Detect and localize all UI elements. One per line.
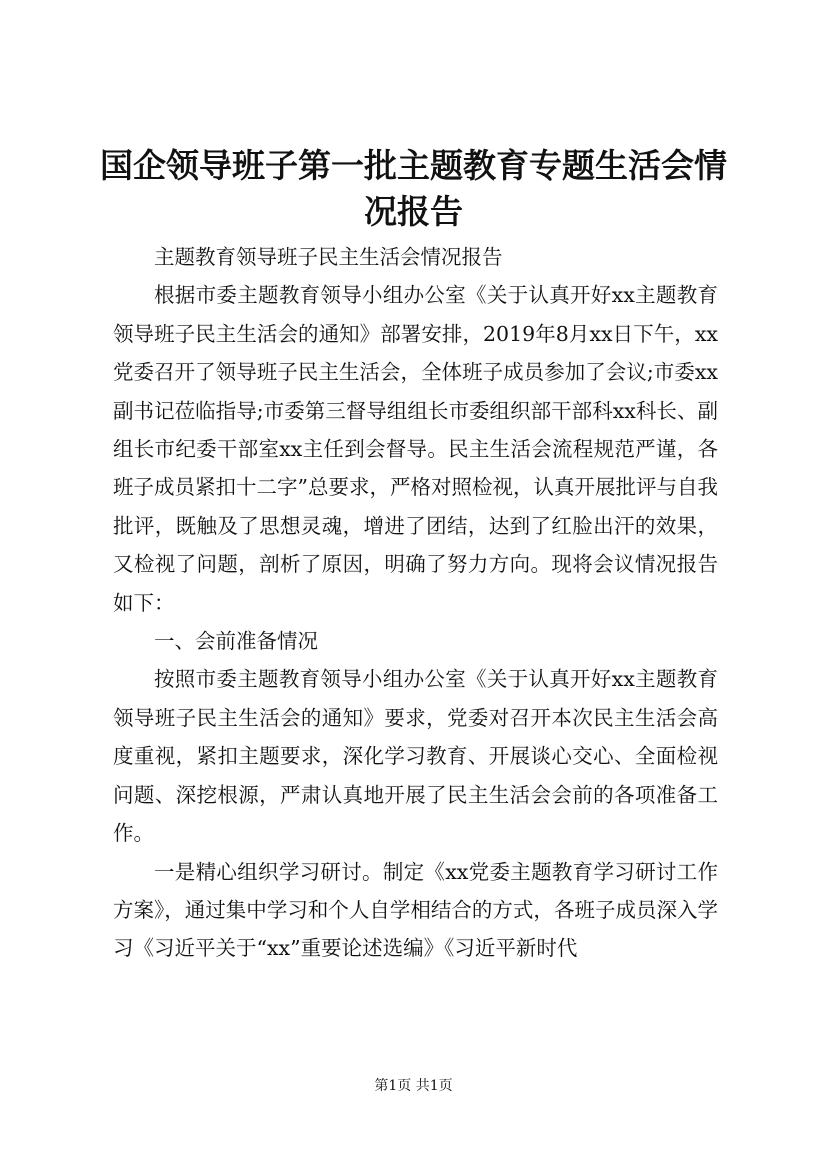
document-body — [113, 238, 718, 968]
subtitle-paragraph: 主题教育领导班子民主生活会情况报告 — [154, 245, 503, 269]
preparation-paragraph: 按照市委主题教育领导小组办公室《关于认真开好xx主题教育领导班子民主生活会的通知》要求，党委对召开本次民主生活会高度重视，紧扣主题要求，深化学习教育、开展谈心交心、全面检视问题、深挖根源，严肃认真地开展了民主生活会会前的各项准备工作。 — [113, 667, 718, 846]
page-footer: 第1页 共1页 — [374, 1078, 453, 1094]
document-title: 国企领导班子第一批主题教育专题生活会情况报告 — [100, 146, 727, 231]
intro-paragraph: 根据市委主题教育领导小组办公室《关于认真开好xx主题教育领导班子民主生活会的通知》部署安排，2019年8月xx日下午，xx党委召开了领导班子民主生活会，全体班子成员参加了会议;市委xx副书记莅临指导;市委第三督导组组长市委组织部干部科xx科长、副组长市纪委干部室xx主任到会督导。民主生活会流程规范严谨，各班子成员紧扣十二字”总要求，严格对照检视，认真开展批评与自我批评，既触及了思想灵魂，增进了团结，达到了红脸出汗的效果，又检视了问题，剖析了原因，明确了努力方向。现将会议情况报告如下： — [113, 283, 718, 615]
section-heading: 一、会前准备情况 — [154, 629, 318, 654]
study-paragraph: 一是精心组织学习研讨。制定《xx党委主题教育学习研讨工作方案》，通过集中学习和个人自学相结合的方式，各班子成员深入学习《习近平关于“xx”重要论述选编》《习近平新时代 — [113, 859, 718, 961]
